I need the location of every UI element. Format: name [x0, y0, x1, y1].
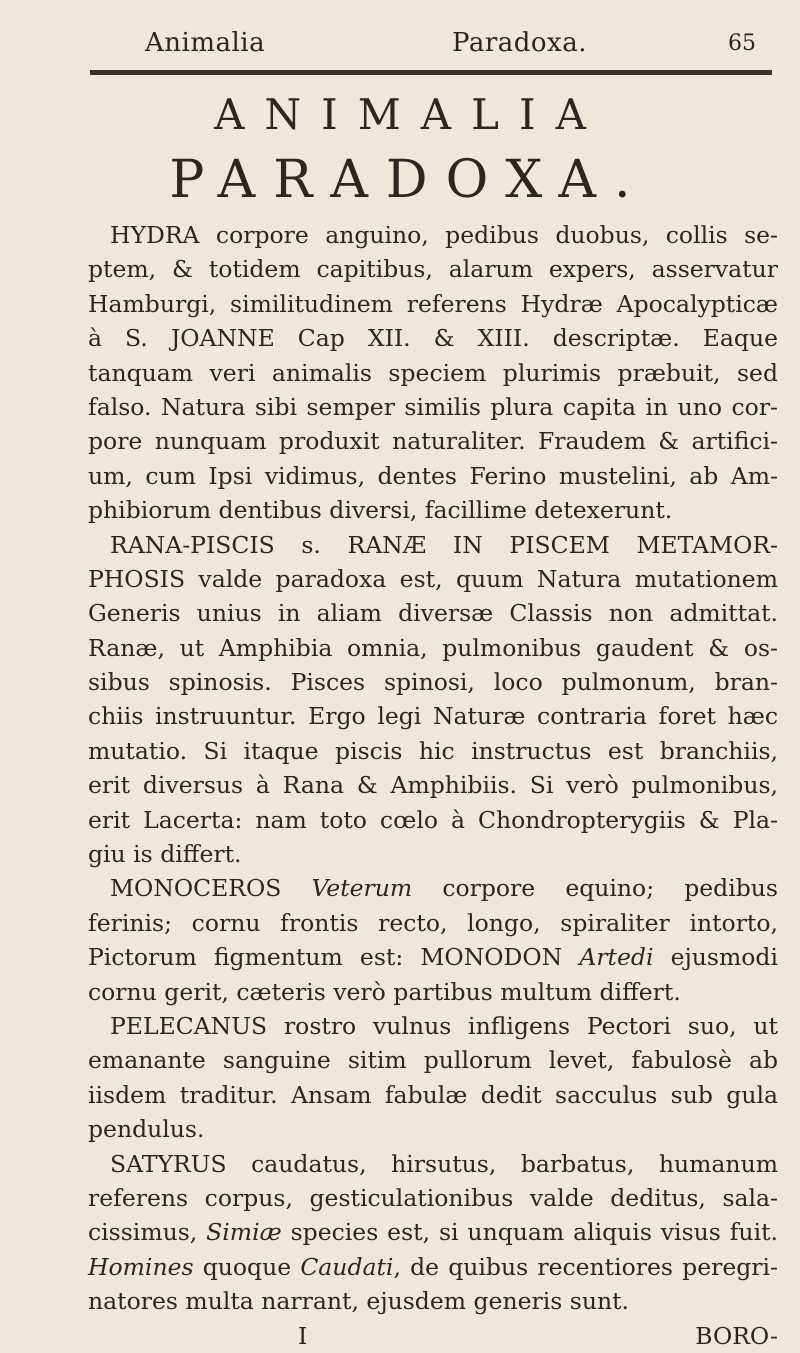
text-line: Ranæ, ut Amphibia omnia, pulmonibus gaudent & os-	[88, 633, 778, 662]
text-line	[88, 1250, 778, 1284]
text-line: phibiorum dentibus diversi, facillime detexerunt.	[88, 496, 673, 525]
text-line: ptem, & totidem capitibus, alarum expers, asservatur	[88, 255, 778, 284]
text-line: Generis unius in aliam diversæ Classis non admittat.	[88, 599, 778, 628]
text-line: pendulus.	[88, 1115, 205, 1144]
body-text	[88, 218, 778, 1353]
text-line: SATYRUS caudatus, hirsutus, barbatus, humanum	[110, 1149, 778, 1178]
title-line-1: ANIMALIA	[214, 90, 606, 139]
text-line: pore nunquam produxit naturaliter. Fraudem & artifici-	[88, 427, 778, 456]
text-line: um, cum Ipsi vidimus, dentes Ferino mustelini, ab Am-	[88, 461, 778, 490]
page-number: 65	[728, 31, 756, 56]
text-line	[88, 871, 778, 905]
italic-run: Veterum	[311, 874, 413, 903]
text-line: PELECANUS rostro vulnus infligens Pectori suo, ut	[110, 1011, 778, 1040]
catchword: BORO-	[695, 1321, 778, 1350]
text-line: chiis instruuntur. Ergo legi Naturæ contraria foret hæc	[88, 702, 778, 731]
title-line-2: PARADOXA.	[169, 150, 649, 210]
text-line: referens corpus, gesticulationibus valde deditus, sala-	[88, 1183, 778, 1212]
text-run: Pictorum figmentum est: MONODON	[88, 943, 580, 972]
running-head-left: Animalia	[145, 28, 266, 58]
text-line: RANA-PISCIS s. RANÆ IN PISCEM METAMOR-	[110, 530, 778, 559]
text-line: natores multa narrant, ejusdem generis sunt.	[88, 1287, 630, 1316]
text-line: ferinis; cornu frontis recto, longo, spiraliter intorto,	[88, 908, 778, 937]
text-line: tanquam veri animalis speciem plurimis præbuit, sed	[88, 358, 778, 387]
text-run: ejusmodi	[653, 943, 778, 972]
text-line: erit Lacerta: nam toto cœlo à Chondropterygiis & Pla-	[88, 805, 778, 834]
text-run: corpore equino; pedibus	[412, 874, 778, 903]
text-line: emanante sanguine sitim pullorum levet, fabulosè ab	[88, 1046, 778, 1075]
header-rule	[90, 70, 772, 75]
italic-run: Simiæ	[206, 1218, 282, 1247]
text-line: à S. JOANNE Cap XII. & XIII. descriptæ. Eaque	[88, 324, 778, 353]
text-run: quoque	[193, 1252, 301, 1281]
italic-run: Homines	[88, 1252, 194, 1281]
text-run: MONOCEROS	[110, 874, 312, 903]
text-line: sibus spinosis. Pisces spinosi, loco pulmonum, bran-	[88, 668, 778, 697]
text-run: , de quibus recentiores peregri-	[393, 1252, 778, 1281]
text-line: erit diversus à Rana & Amphibiis. Si verò pulmonibus,	[88, 771, 778, 800]
running-head-center: Paradoxa.	[452, 28, 587, 58]
text-line: giu is differt.	[88, 840, 242, 869]
text-line	[88, 1215, 778, 1249]
text-line: cornu gerit, cæteris verò partibus multum differt.	[88, 977, 681, 1006]
italic-run: Artedi	[579, 943, 654, 972]
italic-run: Caudati	[300, 1252, 394, 1281]
text-line: HYDRA corpore anguino, pedibus duobus, collis se-	[110, 221, 778, 249]
text-line: PHOSIS valde paradoxa est, quum Natura mutationem	[88, 564, 778, 593]
text-line: Hamburgi, similitudinem referens Hydræ Apocalypticæ	[88, 289, 778, 318]
text-line	[88, 940, 778, 974]
text-line: falso. Natura sibi semper similis plura capita in uno cor-	[88, 392, 778, 421]
text-run: cissimus,	[88, 1218, 207, 1247]
text-line: iisdem traditur. Ansam fabulæ dedit sacculus sub gula	[88, 1080, 778, 1109]
signature-mark: I	[298, 1321, 308, 1350]
text-run: species est, si unquam aliquis visus fuit.	[281, 1218, 778, 1247]
text-line: mutatio. Si itaque piscis hic instructus est branchiis,	[88, 736, 778, 765]
